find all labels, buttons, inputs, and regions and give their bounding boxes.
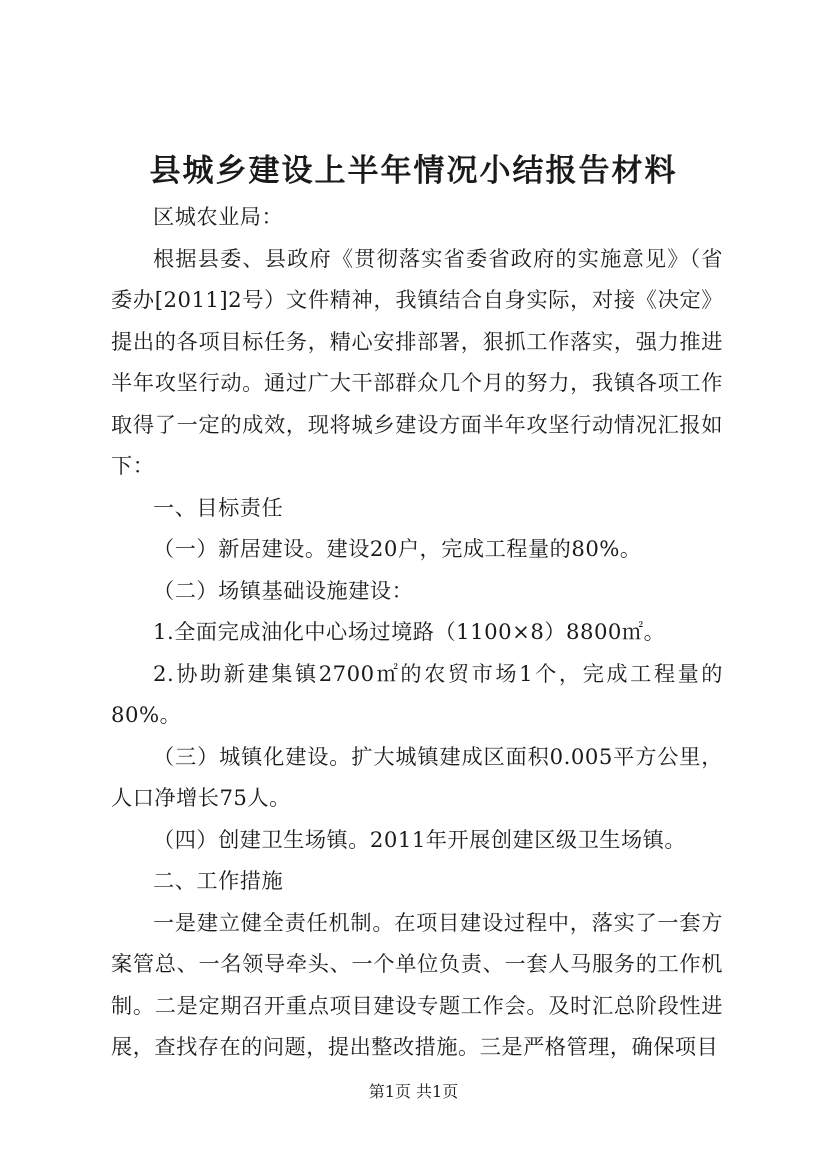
paragraph-goal-2-item-1: 1.全面完成油化中心场过境路（1100×8）8800㎡。 [153, 619, 666, 644]
document-body [111, 196, 723, 1068]
salutation: 区城农业局： [153, 204, 284, 229]
document-title: 县城乡建设上半年情况小结报告材料 [149, 153, 678, 189]
paragraph-goal-1: （一）新居建设。建设20户，完成工程量的80%。 [153, 536, 642, 561]
paragraph-goal-2-item-2: 2.协助新建集镇2700㎡的农贸市场1个，完成工程量的80%。 [111, 660, 723, 727]
paragraph-goal-2: （二）场镇基础设施建设： [153, 577, 414, 603]
heading-goals: 一、目标责任 [153, 494, 284, 520]
paragraph-goal-4: （四）创建卫生场镇。2011年开展创建区级卫生场镇。 [153, 826, 687, 852]
page-footer: 第1页 共1页 [368, 1082, 459, 1101]
paragraph-measures: 一是建立健全责任机制。在项目建设过程中，落实了一套方案管总、一名领导牵头、一个单位负责、一套人马服务的工作机制。二是定期召开重点项目建设专题工作会。及时汇总阶段性进展，查找存在的问题，提出整改措施。三是严格管理，确保项目 [111, 909, 723, 1059]
paragraph-goal-3: （三）城镇化建设。扩大城镇建成区面积0.005平方公里，人口净增长75人。 [111, 743, 723, 810]
heading-measures: 二、工作措施 [153, 868, 284, 893]
paragraph-intro: 根据县委、县政府《贯彻落实省委省政府的实施意见》（省委办[2011]2号）文件精神，我镇结合自身实际，对接《决定》提出的各项目标任务，精心安排部署，狠抓工作落实，强力推进半年攻坚行动。通过广大干部群众几个月的努力，我镇各项工作取得了一定的成效，现将城乡建设方面半年攻坚行动情况汇报如下： [111, 245, 723, 478]
